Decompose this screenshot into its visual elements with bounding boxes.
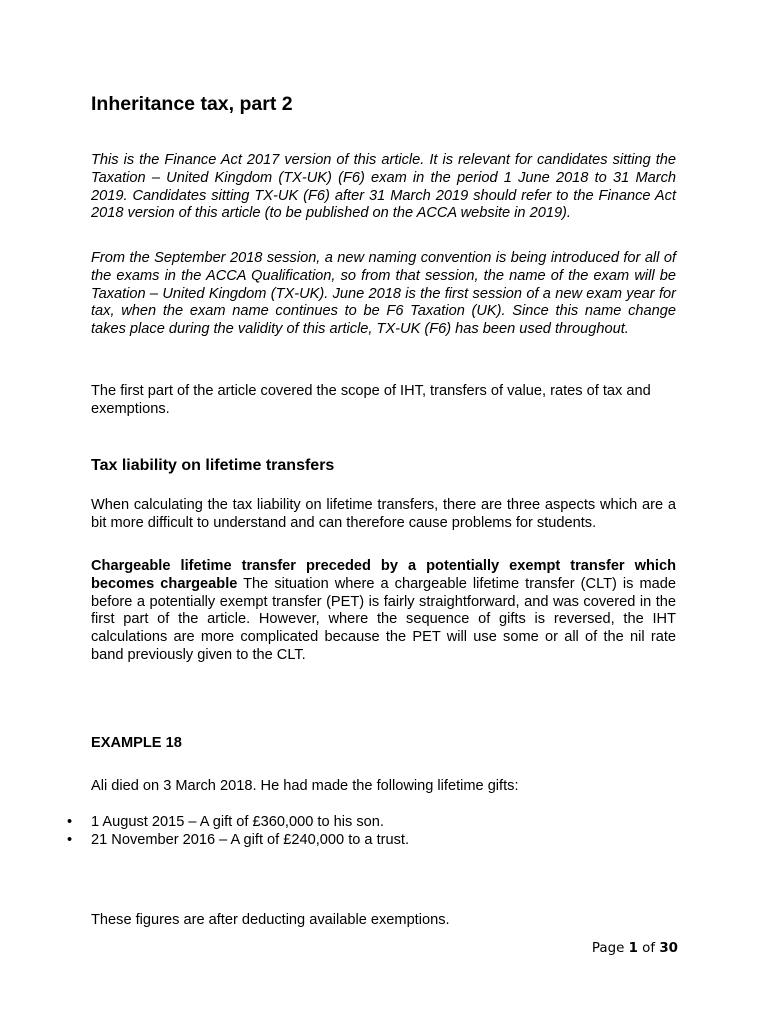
clt-paragraph	[91, 558, 676, 665]
clt-bold-lead: Chargeable lifetime transfer preceded by a potentially exempt transfer which becomes chargeable	[91, 558, 676, 592]
example-heading-text: EXAMPLE 18	[91, 735, 182, 751]
example-intro	[91, 778, 676, 796]
intro-2-text: From the September 2018 session, a new naming convention is being introduced for all of the exams in the ACCA Qualification, so from that session, the name of the exam will be Taxation – United Kingdom (TX-UK). June 2018 is the first session of a new exam year for tax, when the exam name continues to be F6 Taxation (UK). Since this name change takes place during the validity of this article, TX-UK (F6) has been used throughout.	[91, 250, 676, 338]
intro-paragraph-1	[91, 152, 676, 223]
gift-text: 1 August 2015 – A gift of £360,000 to his son.	[91, 814, 384, 830]
list-item	[60, 832, 409, 850]
total-pages: 30	[659, 941, 678, 956]
page-number: 1	[628, 941, 638, 956]
intro-paragraph-2	[91, 250, 676, 339]
aspects-paragraph	[91, 497, 676, 533]
figures-text: These figures are after deducting available exemptions.	[91, 912, 450, 928]
page-word: Page	[591, 941, 625, 956]
of-word: of	[642, 941, 656, 956]
aspects-text: When calculating the tax liability on lifetime transfers, there are three aspects which are a bit more difficult to understand and can therefore cause problems for students.	[91, 497, 676, 531]
clt-body: The situation where a chargeable lifetime transfer (CLT) is made before a potentially exempt transfer (PET) is fairly straightforward, and was covered in the first part of the article. However, where the sequence of gifts is reversed, the IHT calculations are more complicated because the PET will use some or all of the nil rate band previously given to the CLT.	[91, 575, 676, 663]
page-footer	[592, 941, 678, 956]
list-item	[60, 814, 409, 832]
clt-text	[91, 558, 676, 665]
figures-paragraph	[91, 912, 676, 930]
intro-1-text: This is the Finance Act 2017 version of this article. It is relevant for candidates sitting the Taxation – United Kingdom (TX-UK) (F6) exam in the period 1 June 2018 to 31 March 2019. Candidates sitting TX-UK (F6) after 31 March 2019 should refer to the Finance Act 2018 version of this article (to be published on the ACCA website in 2019).	[91, 152, 676, 222]
page-title: Inheritance tax, part 2	[91, 93, 293, 115]
gifts-list	[60, 814, 409, 850]
gift-text: 21 November 2016 – A gift of £240,000 to a trust.	[91, 831, 410, 848]
example-heading	[91, 735, 676, 753]
bullet-icon: •	[67, 831, 73, 848]
first-part-text: The first part of the article covered the scope of IHT, transfers of value, rates of tax and exemptions.	[91, 383, 651, 417]
first-part-paragraph	[91, 383, 676, 419]
section-heading: Tax liability on lifetime transfers	[91, 457, 335, 474]
bullet-icon: •	[67, 814, 73, 830]
example-intro-text: Ali died on 3 March 2018. He had made the following lifetime gifts:	[91, 778, 519, 794]
